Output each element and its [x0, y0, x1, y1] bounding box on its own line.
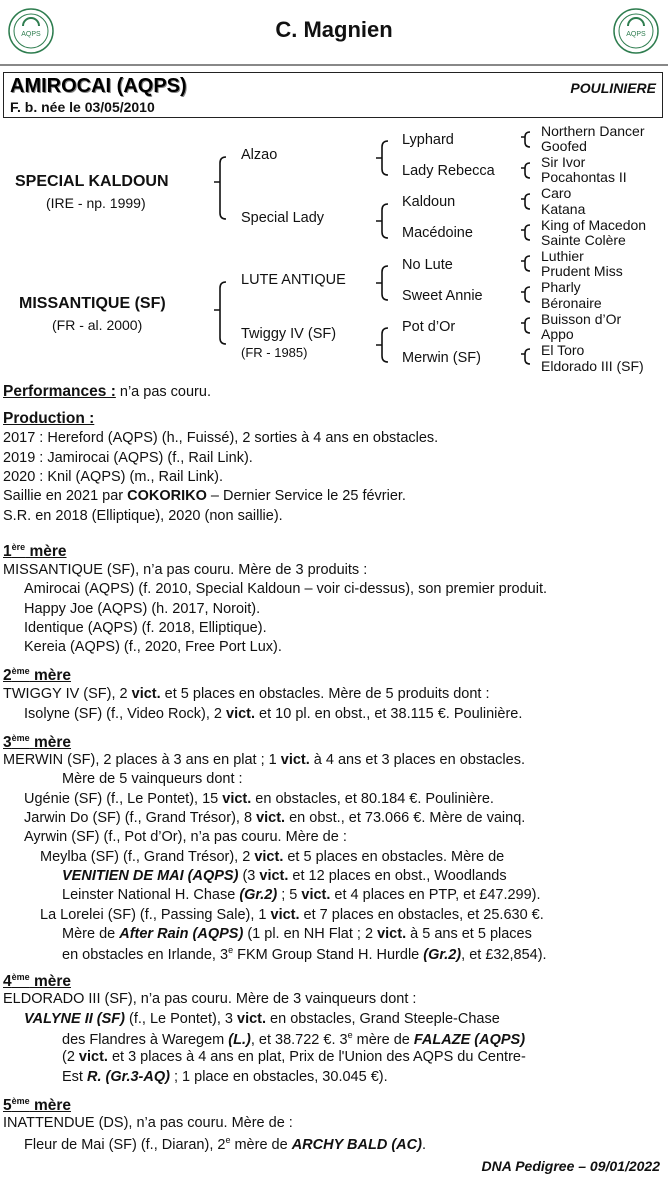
g2-special-lady: Special Lady [241, 210, 325, 226]
g3-pot-dor: Pot d’Or [402, 319, 456, 335]
g2-lute-antique: LUTE ANTIQUE [241, 272, 346, 288]
m1-intro: MISSANTIQUE (SF), n’a pas couru. Mère de 3 produits : [3, 562, 368, 578]
dam-info: (FR - al. 2000) [52, 317, 143, 333]
m5-fleur: Fleur de Mai (SF) (f., Diaran), 2e mère de ARCHY BALD (AC). [24, 1135, 426, 1153]
m3-lorelei: La Lorelei (SF) (f., Passing Sale), 1 vict. et 7 places en obstacles, et 25.630 €. [40, 907, 544, 923]
aqps-logo-right [613, 8, 659, 54]
saillie-line: Saillie en 2021 par COKORIKO – Dernier Service le 25 février. [3, 488, 406, 504]
g4-item: Béronaire [541, 295, 602, 311]
m4-line2: des Flandres à Waregem (L.), et 38.722 €. 3e mère de FALAZE (AQPS) [62, 1030, 526, 1048]
horse-name-box [3, 72, 663, 118]
g4-item: Buisson d’Or [541, 311, 622, 327]
m1-item: Amirocai (AQPS) (f. 2010, Special Kaldoun – voir ci-dessus), son premier produit. [24, 581, 548, 597]
g3-merwin: Merwin (SF) [402, 350, 481, 366]
g3-lyphard: Lyphard [402, 132, 454, 148]
g4-item: El Toro [541, 342, 585, 358]
m3-jarwin: Jarwin Do (SF) (f., Grand Trésor), 8 vict. en obst., et 73.066 €. Mère de vainq. [24, 810, 526, 826]
g3-no-lute: No Lute [402, 257, 453, 273]
m1-item: Happy Joe (AQPS) (h. 2017, Noroit). [24, 601, 261, 617]
m4-line3: (2 vict. et 3 places à 4 ans en plat, Prix de l'Union des AQPS du Centre- [62, 1049, 526, 1065]
svg-text:AQPS: AQPS [626, 31, 646, 38]
g3-lady-rebecca: Lady Rebecca [402, 163, 495, 179]
m2-intro: TWIGGY IV (SF), 2 vict. et 5 places en obstacles. Mère de 5 produits dont : [3, 686, 490, 702]
m3-intro-cont: Mère de 5 vainqueurs dont : [62, 771, 243, 787]
horse-status: POULINIERE [570, 80, 656, 96]
sire-info: (IRE - np. 1999) [46, 195, 146, 211]
g2-twiggy: Twiggy IV (SF) [241, 326, 337, 342]
svg-text:AQPS: AQPS [21, 31, 41, 38]
m2-heading: 2ème mère [3, 666, 72, 685]
g3-sweet-annie: Sweet Annie [402, 288, 483, 304]
production-line: 2019 : Jamirocai (AQPS) (f., Rail Link). [3, 450, 253, 466]
g4-item: Appo [541, 326, 574, 342]
m4-intro: ELDORADO III (SF), n’a pas couru. Mère de 3 vainqueurs dont : [3, 991, 417, 1007]
g4-item: Eldorado III (SF) [541, 358, 644, 374]
m3-ugenie: Ugénie (SF) (f., Le Pontet), 15 vict. en obstacles, et 80.184 €. Poulinière. [24, 791, 494, 807]
g2-twiggy-info: (FR - 1985) [241, 345, 308, 360]
g4-item: Sainte Colère [541, 232, 626, 248]
g4-item: Pharly [541, 279, 581, 295]
m4-valyne: VALYNE II (SF) (f., Le Pontet), 3 vict. en obstacles, Grand Steeple-Chase [24, 1011, 500, 1027]
m1-heading: 1ère mère [3, 542, 67, 561]
g2-alzao: Alzao [241, 147, 278, 163]
g4-item: Sir Ivor [541, 154, 586, 170]
g3-macedoine: Macédoine [402, 225, 473, 241]
m4-line4: Est R. (Gr.3-AQ) ; 1 place en obstacles, 30.045 €). [62, 1069, 388, 1085]
sire-name: SPECIAL KALDOUN [15, 173, 169, 190]
m1-item: Identique (AQPS) (f. 2018, Elliptique). [24, 620, 267, 636]
m2-item: Isolyne (SF) (f., Video Rock), 2 vict. et 10 pl. en obst., et 38.115 €. Poulinière. [24, 706, 523, 722]
production-heading: Production : [3, 410, 95, 427]
g4-item: Goofed [541, 138, 587, 154]
g4-item: Pocahontas II [541, 169, 627, 185]
g4-item: Caro [541, 185, 572, 201]
g4-item: Prudent Miss [541, 263, 623, 279]
header-divider [0, 64, 668, 66]
g4-item: Northern Dancer [541, 123, 645, 139]
m4-heading: 4ème mère [3, 972, 72, 991]
m3-ayrwin: Ayrwin (SF) (f., Pot d’Or), n’a pas couru. Mère de : [24, 829, 347, 845]
sr-line: S.R. en 2018 (Elliptique), 2020 (non saillie). [3, 508, 283, 524]
performances: Performances : n’a pas couru. [3, 383, 211, 400]
horse-subline: F. b. née le 03/05/2010 [10, 99, 155, 115]
m3-heading: 3ème mère [3, 733, 72, 752]
production-line: 2017 : Hereford (AQPS) (h., Fuissé), 2 sorties à 4 ans en obstacles. [3, 430, 439, 446]
horse-name: AMIROCAI (AQPS) [10, 75, 187, 97]
g4-item: Katana [541, 201, 586, 217]
page-header [0, 0, 668, 64]
m5-intro: INATTENDUE (DS), n’a pas couru. Mère de : [3, 1115, 293, 1131]
m3-venitien: VENITIEN DE MAI (AQPS) (3 vict. et 12 places en obst., Woodlands [62, 868, 507, 884]
m1-item: Kereia (AQPS) (f., 2020, Free Port Lux). [24, 639, 282, 655]
dam-name: MISSANTIQUE (SF) [19, 295, 166, 312]
g4-item: King of Macedon [541, 217, 647, 233]
footer-credit: DNA Pedigree – 09/01/2022 [481, 1158, 660, 1174]
m5-heading: 5ème mère [3, 1096, 72, 1115]
m3-intro: MERWIN (SF), 2 places à 3 ans en plat ; 1 vict. à 4 ans et 3 places en obstacles. [3, 752, 526, 768]
performances-heading: Performances : [3, 383, 116, 400]
production-line: 2020 : Knil (AQPS) (m., Rail Link). [3, 469, 223, 485]
m3-after-rain: Mère de After Rain (AQPS) (1 pl. en NH Flat ; 2 vict. à 5 ans et 5 places [62, 926, 532, 942]
g4-item: Luthier [541, 248, 584, 264]
page-title: C. Magnien [275, 17, 393, 42]
g3-kaldoun: Kaldoun [402, 194, 456, 210]
m3-leinster: Leinster National H. Chase (Gr.2) ; 5 vict. et 4 places en PTP, et £47.299). [62, 887, 541, 903]
m3-meylba: Meylba (SF) (f., Grand Trésor), 2 vict. et 5 places en obstacles. Mère de [40, 849, 505, 865]
m3-irlande: en obstacles en Irlande, 3e FKM Group Stand H. Hurdle (Gr.2), et £32,854). [62, 945, 547, 963]
